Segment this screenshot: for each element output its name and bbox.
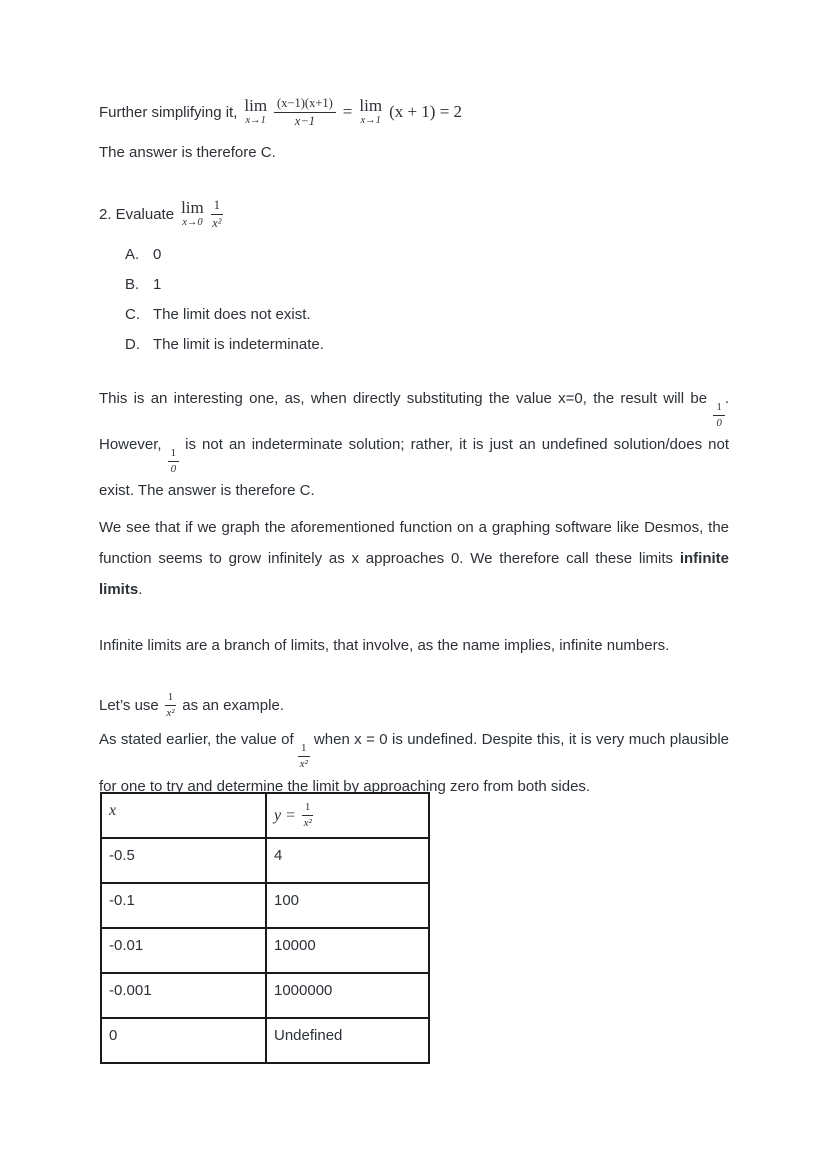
option-text: The limit is indeterminate. [153, 336, 324, 353]
question-2-label: 2. Evaluate [99, 205, 175, 223]
lim-subscript: x→0 [182, 217, 203, 229]
fraction [211, 199, 223, 229]
fraction-numerator: 1 [298, 743, 310, 757]
options-list [99, 240, 324, 360]
option-item [99, 240, 324, 270]
answer-statement: The answer is therefore C. [99, 144, 276, 161]
lim-subscript: x→1 [245, 115, 266, 127]
paragraph-text: . However, [99, 390, 730, 453]
paragraph-text: is not an indeterminate solution; rather, it is just an undefined solution/does not exist. The answer is therefore C. [99, 436, 729, 499]
fraction [713, 402, 725, 429]
table-header-x [101, 793, 266, 838]
table-cell-y: 10000 [266, 928, 429, 973]
table-row [101, 883, 429, 928]
table-header-y [266, 793, 429, 838]
values-table [100, 792, 430, 1064]
fraction [302, 802, 314, 829]
fraction-numerator: 1 [713, 402, 725, 416]
fraction-numerator: 1 [165, 692, 177, 706]
fraction-numerator: 1 [211, 199, 223, 215]
fraction-denominator: x² [303, 817, 312, 829]
limit-notation [244, 97, 267, 127]
table-cell-y: 100 [266, 883, 429, 928]
paragraph-text: when x = 0 is undefined. Despite this, it is very much plausible for one to try and determine the limit by approaching zero from both sides. [99, 731, 729, 795]
option-letter: C. [125, 306, 140, 323]
table-row [101, 838, 429, 883]
table-row [101, 1018, 429, 1063]
option-item [99, 330, 324, 360]
fraction [168, 448, 180, 475]
option-text: 1 [153, 276, 162, 293]
table-cell-y: 1000000 [266, 973, 429, 1018]
fraction [274, 97, 336, 127]
fraction-numerator: 1 [302, 802, 314, 816]
table-header-row [101, 793, 429, 838]
fraction-denominator: x−1 [294, 113, 316, 128]
fraction-denominator: x² [166, 706, 175, 719]
lim-word: lim [181, 198, 204, 218]
table-cell-y: 4 [266, 838, 429, 883]
limit-notation [181, 199, 204, 229]
limit-notation [359, 97, 382, 127]
line-text: Let’s use [99, 696, 159, 714]
lim-word: lim [244, 96, 268, 116]
paragraph-approach [99, 723, 729, 803]
equals-sign: = [342, 102, 353, 121]
fraction-numerator: (x−1)(x+1) [274, 97, 336, 113]
paragraph-text: . [138, 581, 143, 598]
lim-subscript: x→1 [360, 115, 381, 127]
simplify-prefix-text: Further simplifying it, [99, 103, 238, 121]
paragraph-infinite-limits: Infinite limits are a branch of limits, that involve, as the name implies, infinite numbers. [99, 637, 670, 654]
option-text: 0 [153, 246, 162, 263]
fraction-denominator: 0 [716, 417, 722, 429]
table-cell-x: -0.5 [101, 838, 266, 883]
paragraph-substitution [99, 383, 729, 506]
fraction [165, 692, 177, 719]
option-text: The limit does not exist. [153, 306, 311, 323]
fraction [298, 743, 310, 770]
lim-word: lim [359, 96, 383, 116]
fraction-denominator: x² [212, 215, 222, 230]
option-letter: A. [125, 246, 140, 263]
fraction-numerator: 1 [168, 448, 180, 462]
table-cell-x: 0 [101, 1018, 266, 1063]
table-cell-x: -0.01 [101, 928, 266, 973]
fraction-denominator: 0 [170, 463, 177, 475]
option-letter: B. [125, 276, 140, 293]
paragraph-text: We see that if we graph the aforementioned function on a graphing software like Desmos, the function seems to grow infinitely as x approaches 0. We therefore call these limits [99, 519, 729, 567]
paragraph-desmos [99, 512, 729, 605]
table-row [101, 973, 429, 1018]
header-y-equals: y = [274, 806, 296, 824]
header-y-label [274, 802, 313, 829]
table-row [101, 928, 429, 973]
simplify-result-text: (x + 1) = 2 [389, 102, 463, 121]
line-lets-use [99, 690, 284, 720]
fraction-denominator: x² [299, 758, 308, 770]
math-line-simplification [99, 92, 462, 132]
bold-infinite-limits: infinite limits [99, 550, 729, 598]
line-text: as an example. [182, 696, 284, 714]
paragraph-text: This is an interesting one, as, when directly substituting the value x=0, the result will be [99, 390, 708, 407]
header-x-label: x [109, 802, 117, 819]
table-cell-y: Undefined [266, 1018, 429, 1063]
table-cell-x: -0.001 [101, 973, 266, 1018]
paragraph-text: As stated earlier, the value of [99, 731, 294, 748]
table-cell-x: -0.1 [101, 883, 266, 928]
option-item [99, 270, 324, 300]
option-item [99, 300, 324, 330]
question-2 [99, 194, 223, 234]
option-letter: D. [125, 336, 140, 353]
